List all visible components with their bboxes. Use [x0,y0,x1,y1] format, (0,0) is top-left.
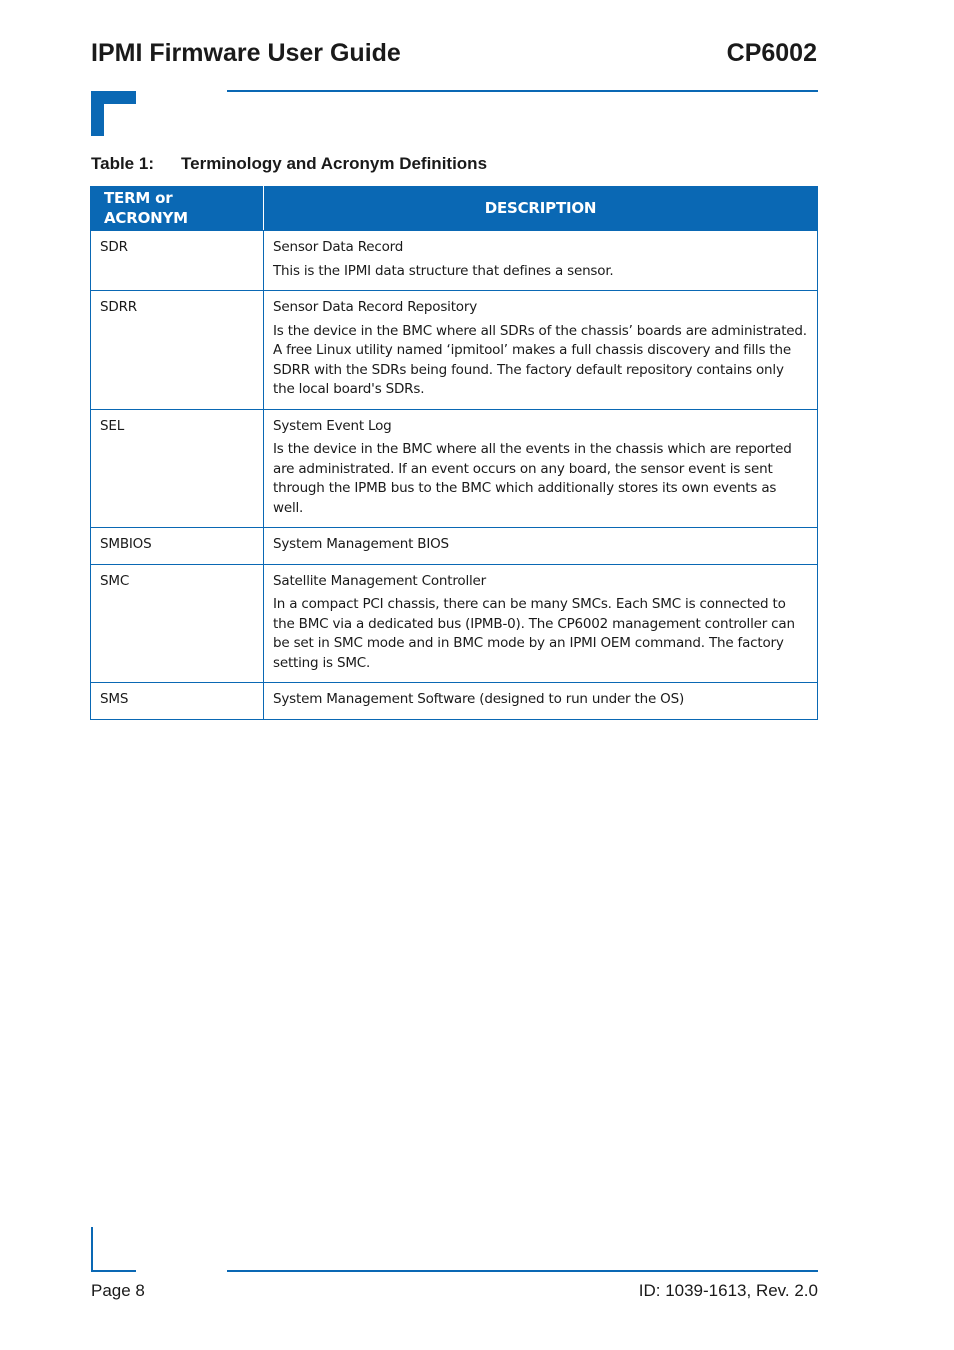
description-text: Is the device in the BMC where all the events in the chassis which are reported are administrated. If an event occurs on any board, the sensor event is sent through the IPMB bus to the BMC which additionally stores its own events as well. [273,441,792,516]
table-row [91,528,818,565]
corner-mark-icon [91,91,136,136]
description-cell [264,528,818,565]
table-caption [91,153,487,175]
table-row [91,291,818,410]
footer-divider [227,1270,818,1272]
table-row [91,564,818,683]
description-text: In a compact PCI chassis, there can be many SMCs. Each SMC is connected to the BMC via a dedicated bus (IPMB-0). The CP6002 management controller can be set in SMC mode and in BMC mode by an IPMI OEM command. The factory setting is SMC. [273,596,795,671]
header-divider [227,90,818,92]
description-title: Satellite Management Controller [273,572,487,589]
table-row [91,683,818,720]
table-row [91,231,818,291]
description-cell [264,231,818,291]
term-cell: SMC [91,564,264,683]
terminology-table [90,186,818,720]
document-id: ID: 1039-1613, Rev. 2.0 [638,1281,818,1300]
term-cell: SMBIOS [91,528,264,565]
document-title: IPMI Firmware User Guide [91,39,401,67]
description-text: Is the device in the BMC where all SDRs of the chassis’ boards are administrated. A free Linux utility named ‘ipmitool’ makes a full chassis discovery and fills the SDRR with the SDRs being found. The factory default repository contains only the local board's SDRs. [273,322,807,397]
term-cell: SDR [91,231,264,291]
description-text: This is the IPMI data structure that defines a sensor. [273,262,614,279]
term-cell: SEL [91,409,264,528]
description-cell [264,564,818,683]
description-cell [264,291,818,410]
table-number: Table 1: [91,154,154,173]
description-title: System Event Log [273,417,392,434]
description-title: Sensor Data Record Repository [273,299,478,315]
page-number: Page 8 [91,1281,145,1300]
description-cell [264,683,818,720]
column-header-description: DESCRIPTION [264,187,818,231]
description-cell [264,409,818,528]
term-cell: SMS [91,683,264,720]
description-title: System Management Software (designed to run under the OS) [273,691,685,707]
description-title: Sensor Data Record [273,239,404,255]
table-row [91,409,818,528]
term-cell: SDRR [91,291,264,410]
description-title: System Management BIOS [273,536,449,552]
product-name: CP6002 [726,39,817,67]
table-title: Terminology and Acronym Definitions [181,154,488,173]
column-header-term: TERM or ACRONYM [91,187,264,231]
footer-corner-mark-icon [91,1227,136,1272]
table-header-row [91,187,818,231]
